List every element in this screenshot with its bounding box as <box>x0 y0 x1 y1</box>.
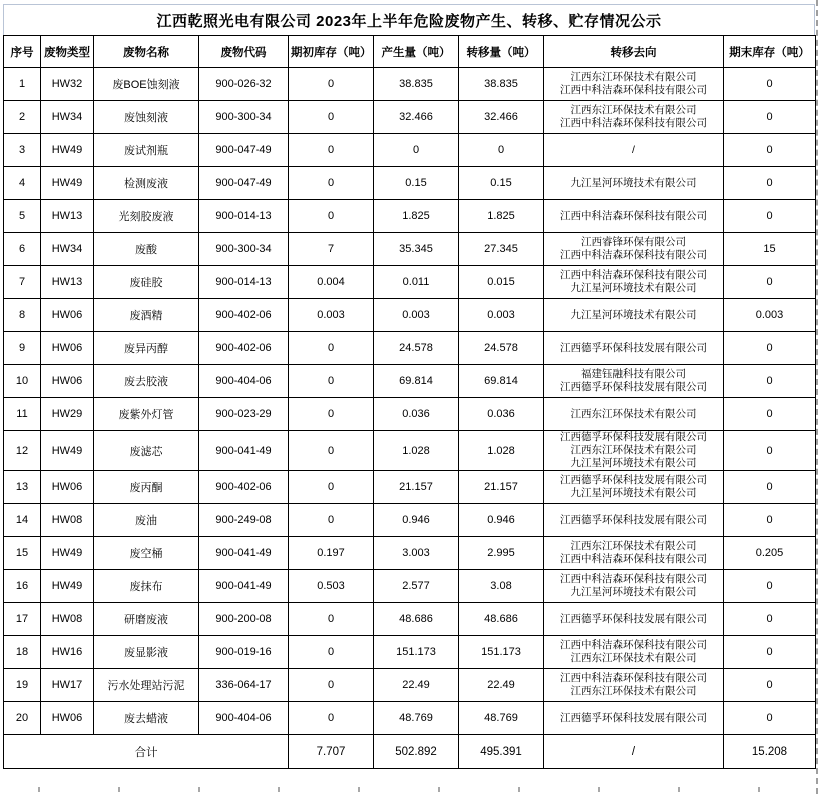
cell-serial: 9 <box>4 332 41 365</box>
destination-company: 九江星河环境技术有限公司 <box>570 457 697 469</box>
cell-transferred: 24.578 <box>459 332 544 365</box>
destination-company: 九江星河环境技术有限公司 <box>570 487 697 499</box>
cell-initial-stock: 0 <box>289 702 374 735</box>
cell-produced: 48.686 <box>374 603 459 636</box>
cell-final-stock: 0 <box>724 200 816 233</box>
cell-destination <box>544 101 724 134</box>
destination-company: 九江星河环境技术有限公司 <box>570 586 697 598</box>
cell-destination <box>544 233 724 266</box>
total-initial-stock: 7.707 <box>289 735 374 769</box>
table-row <box>4 68 816 101</box>
cell-produced: 0.036 <box>374 398 459 431</box>
cell-waste-code: 900-047-49 <box>199 167 289 200</box>
header-serial: 序号 <box>4 36 41 68</box>
cell-serial: 13 <box>4 471 41 504</box>
total-label: 合计 <box>4 735 289 769</box>
cell-serial: 17 <box>4 603 41 636</box>
cell-waste-name: 研磨废液 <box>94 603 199 636</box>
total-row <box>4 735 816 769</box>
cell-transferred: 0.036 <box>459 398 544 431</box>
header-produced: 产生量（吨） <box>374 36 459 68</box>
cell-initial-stock: 0 <box>289 134 374 167</box>
cell-transferred: 1.028 <box>459 431 544 471</box>
cell-waste-name: 废紫外灯管 <box>94 398 199 431</box>
cell-produced: 32.466 <box>374 101 459 134</box>
cell-waste-type: HW29 <box>41 398 94 431</box>
cell-waste-name: 检测废液 <box>94 167 199 200</box>
destination-company: 江西德孚环保科技发展有限公司 <box>560 431 707 443</box>
page-title: 江西乾照光电有限公司 2023年上半年危险废物产生、转移、贮存情况公示 <box>3 4 815 35</box>
header-transferred: 转移量（吨） <box>459 36 544 68</box>
cell-destination <box>544 570 724 603</box>
cell-waste-code: 900-041-49 <box>199 570 289 603</box>
cell-produced: 21.157 <box>374 471 459 504</box>
table-footer <box>4 735 816 769</box>
cell-final-stock: 0 <box>724 332 816 365</box>
cell-waste-code: 900-014-13 <box>199 200 289 233</box>
cell-transferred: 0.015 <box>459 266 544 299</box>
destination-company: 江西中科洁森环保科技有限公司 <box>560 84 707 96</box>
table-row <box>4 603 816 636</box>
cell-transferred: 22.49 <box>459 669 544 702</box>
total-produced: 502.892 <box>374 735 459 769</box>
destination-company: 江西中科洁森环保科技有限公司 <box>560 639 707 651</box>
cell-final-stock: 0 <box>724 570 816 603</box>
cell-waste-name: 废BOE蚀刻液 <box>94 68 199 101</box>
cell-produced: 24.578 <box>374 332 459 365</box>
table-header <box>4 36 816 68</box>
cell-final-stock: 0 <box>724 636 816 669</box>
destination-company: 江西德孚环保科技发展有限公司 <box>560 612 707 625</box>
table-row <box>4 299 816 332</box>
cell-transferred: 0.946 <box>459 504 544 537</box>
table-row <box>4 504 816 537</box>
cell-serial: 14 <box>4 504 41 537</box>
table-row <box>4 167 816 200</box>
cell-transferred: 0.003 <box>459 299 544 332</box>
total-destination: / <box>544 735 724 769</box>
destination-company: / <box>632 143 635 156</box>
cell-waste-type: HW16 <box>41 636 94 669</box>
table-row <box>4 101 816 134</box>
destination-company: 江西中科洁森环保科技有限公司 <box>560 249 707 261</box>
cell-waste-code: 900-014-13 <box>199 266 289 299</box>
cell-produced: 22.49 <box>374 669 459 702</box>
cell-waste-type: HW49 <box>41 537 94 570</box>
cell-waste-code: 900-402-06 <box>199 299 289 332</box>
cell-produced: 0.946 <box>374 504 459 537</box>
destination-company: 江西东江环保技术有限公司 <box>570 652 697 664</box>
cell-destination <box>544 134 724 167</box>
cell-waste-name: 废酸 <box>94 233 199 266</box>
cell-destination <box>544 702 724 735</box>
cell-final-stock: 0 <box>724 431 816 471</box>
cell-waste-type: HW06 <box>41 332 94 365</box>
destination-company: 江西东江环保技术有限公司 <box>570 540 697 552</box>
cell-transferred: 0.15 <box>459 167 544 200</box>
cell-produced: 48.769 <box>374 702 459 735</box>
cell-initial-stock: 0 <box>289 504 374 537</box>
cell-waste-code: 900-200-08 <box>199 603 289 636</box>
cell-waste-type: HW49 <box>41 431 94 471</box>
cell-waste-type: HW49 <box>41 570 94 603</box>
table-row <box>4 233 816 266</box>
header-waste-code: 废物代码 <box>199 36 289 68</box>
cell-destination <box>544 431 724 471</box>
cell-produced: 1.825 <box>374 200 459 233</box>
total-final-stock: 15.208 <box>724 735 816 769</box>
cell-waste-name: 废试剂瓶 <box>94 134 199 167</box>
destination-company: 江西德孚环保科技发展有限公司 <box>560 474 707 486</box>
cell-serial: 3 <box>4 134 41 167</box>
cell-waste-code: 900-041-49 <box>199 431 289 471</box>
cell-final-stock: 0 <box>724 702 816 735</box>
cell-final-stock: 0.205 <box>724 537 816 570</box>
cell-waste-code: 900-404-06 <box>199 365 289 398</box>
cell-transferred: 3.08 <box>459 570 544 603</box>
cell-initial-stock: 0 <box>289 431 374 471</box>
cell-serial: 2 <box>4 101 41 134</box>
cell-waste-name: 废油 <box>94 504 199 537</box>
cell-final-stock: 0 <box>724 68 816 101</box>
cell-serial: 16 <box>4 570 41 603</box>
cell-initial-stock: 0.003 <box>289 299 374 332</box>
cell-produced: 1.028 <box>374 431 459 471</box>
destination-company: 江西德孚环保科技发展有限公司 <box>560 381 707 393</box>
cell-final-stock: 0 <box>724 365 816 398</box>
cell-initial-stock: 0 <box>289 332 374 365</box>
cell-initial-stock: 0 <box>289 101 374 134</box>
header-waste-type: 废物类型 <box>41 36 94 68</box>
destination-company: 江西德孚环保科技发展有限公司 <box>560 513 707 526</box>
cell-waste-code: 900-300-34 <box>199 101 289 134</box>
cell-destination <box>544 332 724 365</box>
destination-company: 江西东江环保技术有限公司 <box>570 407 697 420</box>
cell-destination <box>544 398 724 431</box>
table-row <box>4 398 816 431</box>
header-destination: 转移去向 <box>544 36 724 68</box>
cell-serial: 15 <box>4 537 41 570</box>
cell-transferred: 48.769 <box>459 702 544 735</box>
cell-produced: 0.011 <box>374 266 459 299</box>
cell-produced: 3.003 <box>374 537 459 570</box>
cell-destination <box>544 68 724 101</box>
cell-waste-name: 废去胶液 <box>94 365 199 398</box>
destination-company: 九江星河环境技术有限公司 <box>570 308 697 321</box>
total-transferred: 495.391 <box>459 735 544 769</box>
cell-initial-stock: 0 <box>289 669 374 702</box>
cell-waste-name: 废显影液 <box>94 636 199 669</box>
table-row <box>4 200 816 233</box>
table-row <box>4 669 816 702</box>
cell-serial: 6 <box>4 233 41 266</box>
cell-waste-name: 废去蜡液 <box>94 702 199 735</box>
cell-transferred: 27.345 <box>459 233 544 266</box>
destination-company: 江西东江环保技术有限公司 <box>570 444 697 456</box>
waste-disclosure-table <box>3 35 816 769</box>
cell-serial: 10 <box>4 365 41 398</box>
cell-initial-stock: 0 <box>289 398 374 431</box>
cell-waste-type: HW06 <box>41 299 94 332</box>
gridline-ticks-strip <box>3 787 815 792</box>
cell-initial-stock: 0 <box>289 603 374 636</box>
cell-produced: 38.835 <box>374 68 459 101</box>
cell-initial-stock: 0.004 <box>289 266 374 299</box>
table-row <box>4 134 816 167</box>
cell-waste-type: HW49 <box>41 167 94 200</box>
cell-waste-code: 900-404-06 <box>199 702 289 735</box>
cell-transferred: 2.995 <box>459 537 544 570</box>
cell-destination <box>544 299 724 332</box>
cell-transferred: 32.466 <box>459 101 544 134</box>
cell-waste-type: HW17 <box>41 669 94 702</box>
cell-waste-code: 900-300-34 <box>199 233 289 266</box>
cell-initial-stock: 0 <box>289 636 374 669</box>
cell-initial-stock: 0 <box>289 471 374 504</box>
destination-company: 九江星河环境技术有限公司 <box>570 282 697 294</box>
cell-final-stock: 15 <box>724 233 816 266</box>
cell-waste-name: 废酒精 <box>94 299 199 332</box>
cell-waste-type: HW06 <box>41 702 94 735</box>
cell-produced: 69.814 <box>374 365 459 398</box>
cell-final-stock: 0 <box>724 471 816 504</box>
destination-company: 江西睿锋环保有限公司 <box>581 236 686 248</box>
cell-serial: 8 <box>4 299 41 332</box>
cell-serial: 19 <box>4 669 41 702</box>
cell-destination <box>544 669 724 702</box>
cell-serial: 1 <box>4 68 41 101</box>
cell-serial: 20 <box>4 702 41 735</box>
cell-produced: 0.003 <box>374 299 459 332</box>
cell-waste-code: 336-064-17 <box>199 669 289 702</box>
cell-final-stock: 0 <box>724 101 816 134</box>
destination-company: 江西中科洁森环保科技有限公司 <box>560 573 707 585</box>
cell-transferred: 151.173 <box>459 636 544 669</box>
cell-waste-code: 900-402-06 <box>199 471 289 504</box>
cell-destination <box>544 200 724 233</box>
cell-destination <box>544 365 724 398</box>
cell-transferred: 38.835 <box>459 68 544 101</box>
table-row <box>4 636 816 669</box>
cell-produced: 0 <box>374 134 459 167</box>
cell-final-stock: 0 <box>724 504 816 537</box>
cell-waste-name: 废抹布 <box>94 570 199 603</box>
cell-final-stock: 0.003 <box>724 299 816 332</box>
cell-waste-name: 废异丙醇 <box>94 332 199 365</box>
cell-transferred: 48.686 <box>459 603 544 636</box>
table-row <box>4 702 816 735</box>
table-row <box>4 332 816 365</box>
cell-serial: 12 <box>4 431 41 471</box>
cell-waste-type: HW49 <box>41 134 94 167</box>
cell-waste-code: 900-019-16 <box>199 636 289 669</box>
destination-company: 九江星河环境技术有限公司 <box>570 176 697 189</box>
destination-company: 江西德孚环保科技发展有限公司 <box>560 711 707 724</box>
destination-company: 江西中科洁森环保科技有限公司 <box>560 269 707 281</box>
cell-waste-name: 废空桶 <box>94 537 199 570</box>
cell-waste-type: HW34 <box>41 101 94 134</box>
cell-final-stock: 0 <box>724 669 816 702</box>
cell-waste-type: HW06 <box>41 471 94 504</box>
header-final-stock: 期末库存（吨） <box>724 36 816 68</box>
cell-produced: 151.173 <box>374 636 459 669</box>
cell-initial-stock: 0 <box>289 68 374 101</box>
cell-destination <box>544 504 724 537</box>
page-break-indicator <box>816 0 818 794</box>
table-body <box>4 68 816 735</box>
cell-waste-name: 废硅胶 <box>94 266 199 299</box>
cell-final-stock: 0 <box>724 266 816 299</box>
cell-waste-code: 900-023-29 <box>199 398 289 431</box>
cell-transferred: 69.814 <box>459 365 544 398</box>
header-waste-name: 废物名称 <box>94 36 199 68</box>
cell-waste-name: 污水处理站污泥 <box>94 669 199 702</box>
cell-produced: 0.15 <box>374 167 459 200</box>
cell-initial-stock: 0 <box>289 200 374 233</box>
cell-waste-name: 废丙酮 <box>94 471 199 504</box>
cell-waste-type: HW13 <box>41 200 94 233</box>
destination-company: 江西中科洁森环保科技有限公司 <box>560 117 707 129</box>
cell-transferred: 0 <box>459 134 544 167</box>
cell-initial-stock: 7 <box>289 233 374 266</box>
cell-waste-code: 900-249-08 <box>199 504 289 537</box>
cell-destination <box>544 537 724 570</box>
destination-company: 江西中科洁森环保科技有限公司 <box>560 672 707 684</box>
cell-waste-type: HW06 <box>41 365 94 398</box>
cell-produced: 35.345 <box>374 233 459 266</box>
cell-destination <box>544 636 724 669</box>
table-row <box>4 570 816 603</box>
cell-waste-type: HW32 <box>41 68 94 101</box>
cell-initial-stock: 0 <box>289 365 374 398</box>
cell-waste-type: HW08 <box>41 504 94 537</box>
header-row <box>4 36 816 68</box>
cell-final-stock: 0 <box>724 134 816 167</box>
cell-destination <box>544 167 724 200</box>
cell-serial: 7 <box>4 266 41 299</box>
cell-serial: 18 <box>4 636 41 669</box>
cell-final-stock: 0 <box>724 398 816 431</box>
cell-destination <box>544 266 724 299</box>
cell-initial-stock: 0.197 <box>289 537 374 570</box>
table-row <box>4 537 816 570</box>
cell-waste-name: 废滤芯 <box>94 431 199 471</box>
destination-company: 江西东江环保技术有限公司 <box>570 685 697 697</box>
cell-destination <box>544 471 724 504</box>
destination-company: 江西德孚环保科技发展有限公司 <box>560 341 707 354</box>
cell-waste-type: HW34 <box>41 233 94 266</box>
cell-serial: 5 <box>4 200 41 233</box>
cell-transferred: 21.157 <box>459 471 544 504</box>
cell-waste-code: 900-047-49 <box>199 134 289 167</box>
cell-waste-code: 900-041-49 <box>199 537 289 570</box>
cell-serial: 11 <box>4 398 41 431</box>
table-row <box>4 471 816 504</box>
cell-final-stock: 0 <box>724 167 816 200</box>
cell-waste-code: 900-026-32 <box>199 68 289 101</box>
cell-transferred: 1.825 <box>459 200 544 233</box>
destination-company: 江西中科洁森环保科技有限公司 <box>560 209 707 222</box>
table-row <box>4 266 816 299</box>
cell-waste-type: HW08 <box>41 603 94 636</box>
table-row <box>4 365 816 398</box>
cell-destination <box>544 603 724 636</box>
cell-produced: 2.577 <box>374 570 459 603</box>
cell-final-stock: 0 <box>724 603 816 636</box>
destination-company: 江西东江环保技术有限公司 <box>570 71 697 83</box>
cell-waste-name: 废蚀刻液 <box>94 101 199 134</box>
destination-company: 福建钰融科技有限公司 <box>581 368 686 380</box>
cell-serial: 4 <box>4 167 41 200</box>
cell-initial-stock: 0.503 <box>289 570 374 603</box>
cell-waste-code: 900-402-06 <box>199 332 289 365</box>
cell-initial-stock: 0 <box>289 167 374 200</box>
cell-waste-type: HW13 <box>41 266 94 299</box>
cell-waste-name: 光刻胶废液 <box>94 200 199 233</box>
header-initial-stock: 期初库存（吨） <box>289 36 374 68</box>
table-row <box>4 431 816 471</box>
destination-company: 江西东江环保技术有限公司 <box>570 104 697 116</box>
destination-company: 江西中科洁森环保科技有限公司 <box>560 553 707 565</box>
